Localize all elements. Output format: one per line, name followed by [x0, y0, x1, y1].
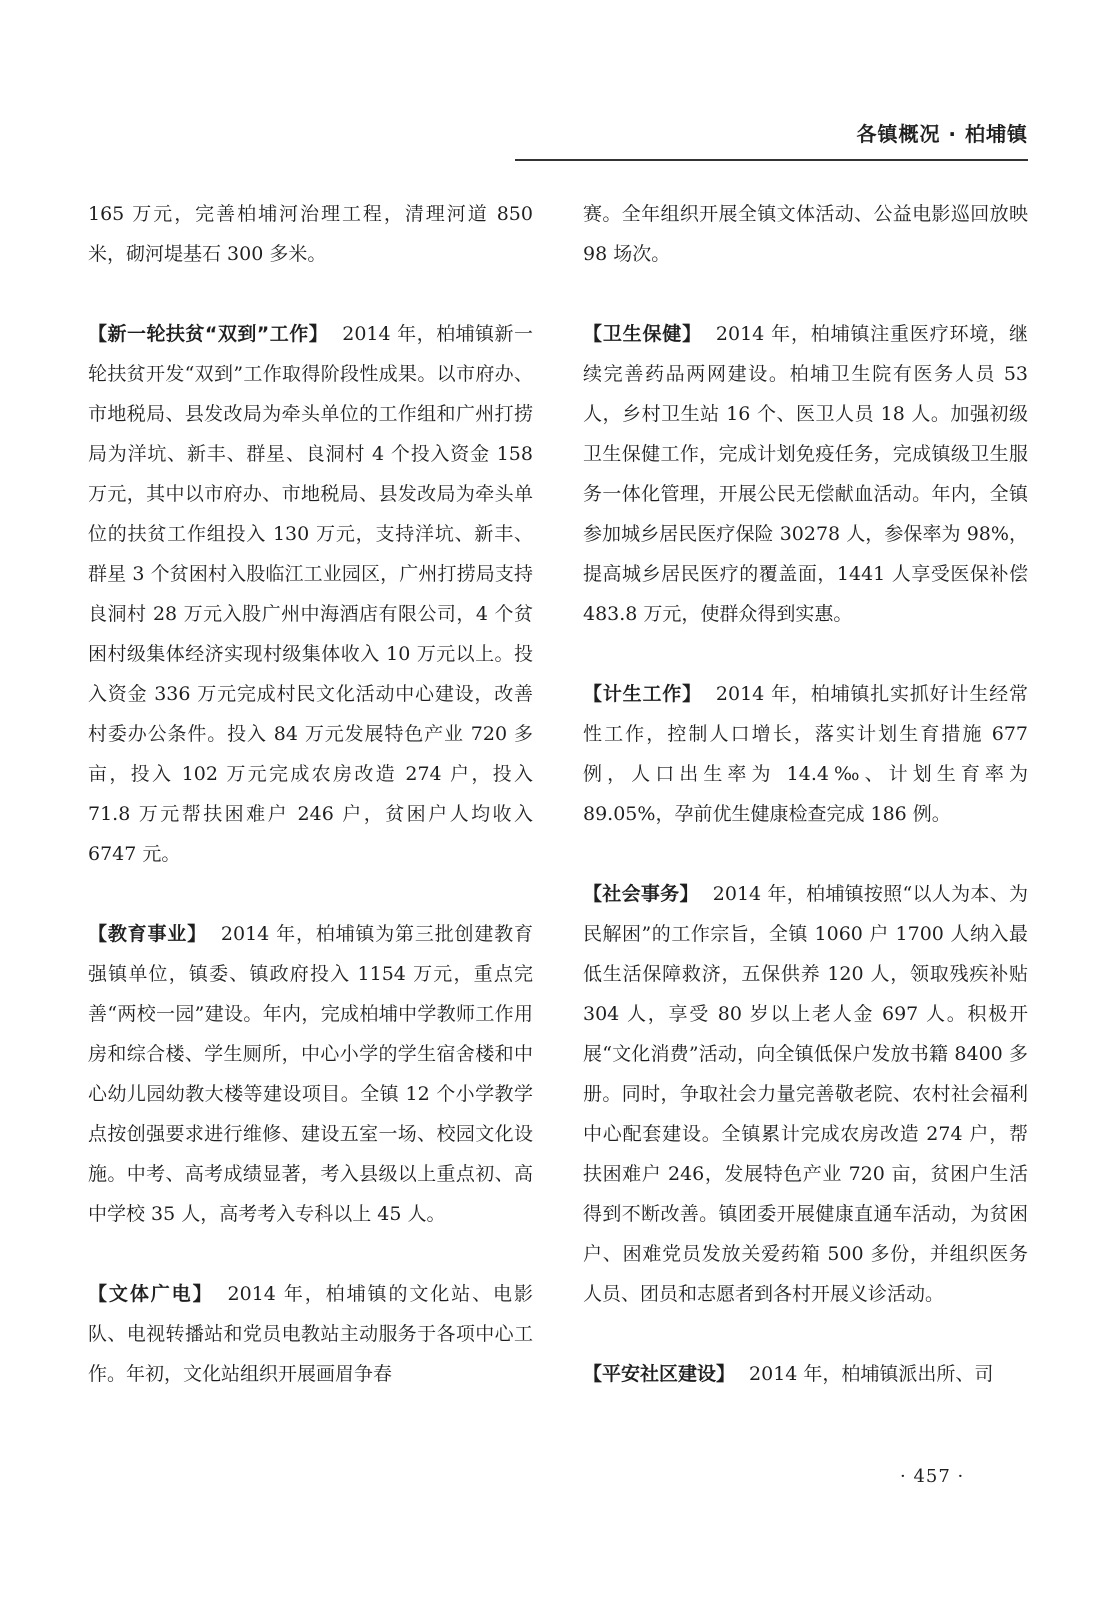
left-column: [88, 194, 533, 1394]
paragraph-family-planning: [583, 674, 1028, 834]
paragraph-text: 2014 年，柏埔镇注重医疗环境，继续完善药品两网建设。柏埔卫生院有医务人员 53 人，乡村卫生站 16 个、医卫人员 18 人。加强初级卫生保健工作，完成计划免疫任务，完成镇级卫生服务一体化管理，开展公民无偿献血活动。年内，全镇参加城乡居民医疗保险 30278 人，参保率为 98%，提高城乡居民医疗的覆盖面，1441 人享受医保补偿 483.8 万元，使群众得到实惠。: [583, 323, 1028, 625]
paragraph-text: 赛。全年组织开展全镇文体活动、公益电影巡回放映 98 场次。: [583, 203, 1028, 265]
paragraph-text: 2014 年，柏埔镇扎实抓好计生经常性工作，控制人口增长，落实计划生育措施 677 例，人口出生率为 14.4‰、计划生育率为 89.05%，孕前优生健康检查完成 186 例。: [583, 683, 1028, 825]
paragraph-text: 2014 年，柏埔镇的文化站、电影队、电视转播站和党员电教站主动服务于各项中心工作。年初，文化站组织开展画眉争春: [88, 1283, 533, 1385]
section-heading: 【新一轮扶贫“双到”工作】: [88, 323, 329, 345]
paragraph-safe-community: [583, 1354, 1028, 1394]
section-heading: 【计生工作】: [583, 683, 702, 705]
section-heading: 【社会事务】: [583, 883, 699, 905]
section-heading: 【平安社区建设】: [583, 1363, 736, 1385]
paragraph-poverty-relief: [88, 314, 533, 874]
section-heading: 【卫生保健】: [583, 323, 702, 345]
paragraph-text: 2014 年，柏埔镇新一轮扶贫开发“双到”工作取得阶段性成果。以市府办、市地税局、县发改局为牵头单位的工作组和广州打捞局为洋坑、新丰、群星、良洞村 4 个投入资金 158 万元，其中以市府办、市地税局、县发改局为牵头单位的扶贫工作组投入 130 万元，支持洋坑、新丰、群星 3 个贫困村入股临江工业园区，广州打捞局支持良洞村 28 万元入股广州中海酒店有限公司，4 个贫困村级集体经济实现村级集体收入 10 万元以上。投入资金 336 万元完成村民文化活动中心建设，改善村委办公条件。投入 84 万元发展特色产业 720 多亩，投入 102 万元完成农房改造 274 户，投入 71.8 万元帮扶困难户 246 户，贫困户人均收入 6747 元。: [88, 323, 533, 865]
section-heading: 【教育事业】: [88, 923, 207, 945]
paragraph-continuation: [88, 194, 533, 274]
paragraph-text: 2014 年，柏埔镇按照“以人为本、为民解困”的工作宗旨，全镇 1060 户 1700 人纳入最低生活保障救济，五保供养 120 人，领取残疾补贴 304 人，享受 80 岁以上老人金 697 人。积极开展“文化消费”活动，向全镇低保户发放书籍 8400 多册。同时，争取社会力量完善敬老院、农村社会福利中心配套建设。全镇累计完成农房改造 274 户，帮扶困难户 246，发展特色产业 720 亩，贫困户生活得到不断改善。镇团委开展健康直通车活动，为贫困户、困难党员发放关爱药箱 500 多份，并组织医务人员、团员和志愿者到各村开展义诊活动。: [583, 883, 1028, 1305]
section-heading: 【文体广电】: [88, 1283, 214, 1305]
page-number: · 457 ·: [900, 1466, 965, 1487]
paragraph-education: [88, 914, 533, 1234]
paragraph-culture-broadcast: [88, 1274, 533, 1394]
right-column: [583, 194, 1028, 1394]
running-header: 各镇概况 · 柏埔镇: [856, 122, 1028, 146]
paragraph-health: [583, 314, 1028, 634]
paragraph-text: 2014 年，柏埔镇为第三批创建教育强镇单位，镇委、镇政府投入 1154 万元，重点完善“两校一园”建设。年内，完成柏埔中学教师工作用房和综合楼、学生厕所，中心小学的学生宿舍楼和中心幼儿园幼教大楼等建设项目。全镇 12 个小学教学点按创强要求进行维修、建设五室一场、校园文化设施。中考、高考成绩显著，考入县级以上重点初、高中学校 35 人，高考考入专科以上 45 人。: [88, 923, 533, 1225]
paragraph-text: 165 万元，完善柏埔河治理工程，清理河道 850 米，砌河堤基石 300 多米。: [88, 203, 533, 265]
paragraph-text: 2014 年，柏埔镇派出所、司: [749, 1363, 994, 1385]
header-rule: [515, 159, 1028, 161]
paragraph-social-affairs: [583, 874, 1028, 1314]
paragraph-continuation: [583, 194, 1028, 274]
